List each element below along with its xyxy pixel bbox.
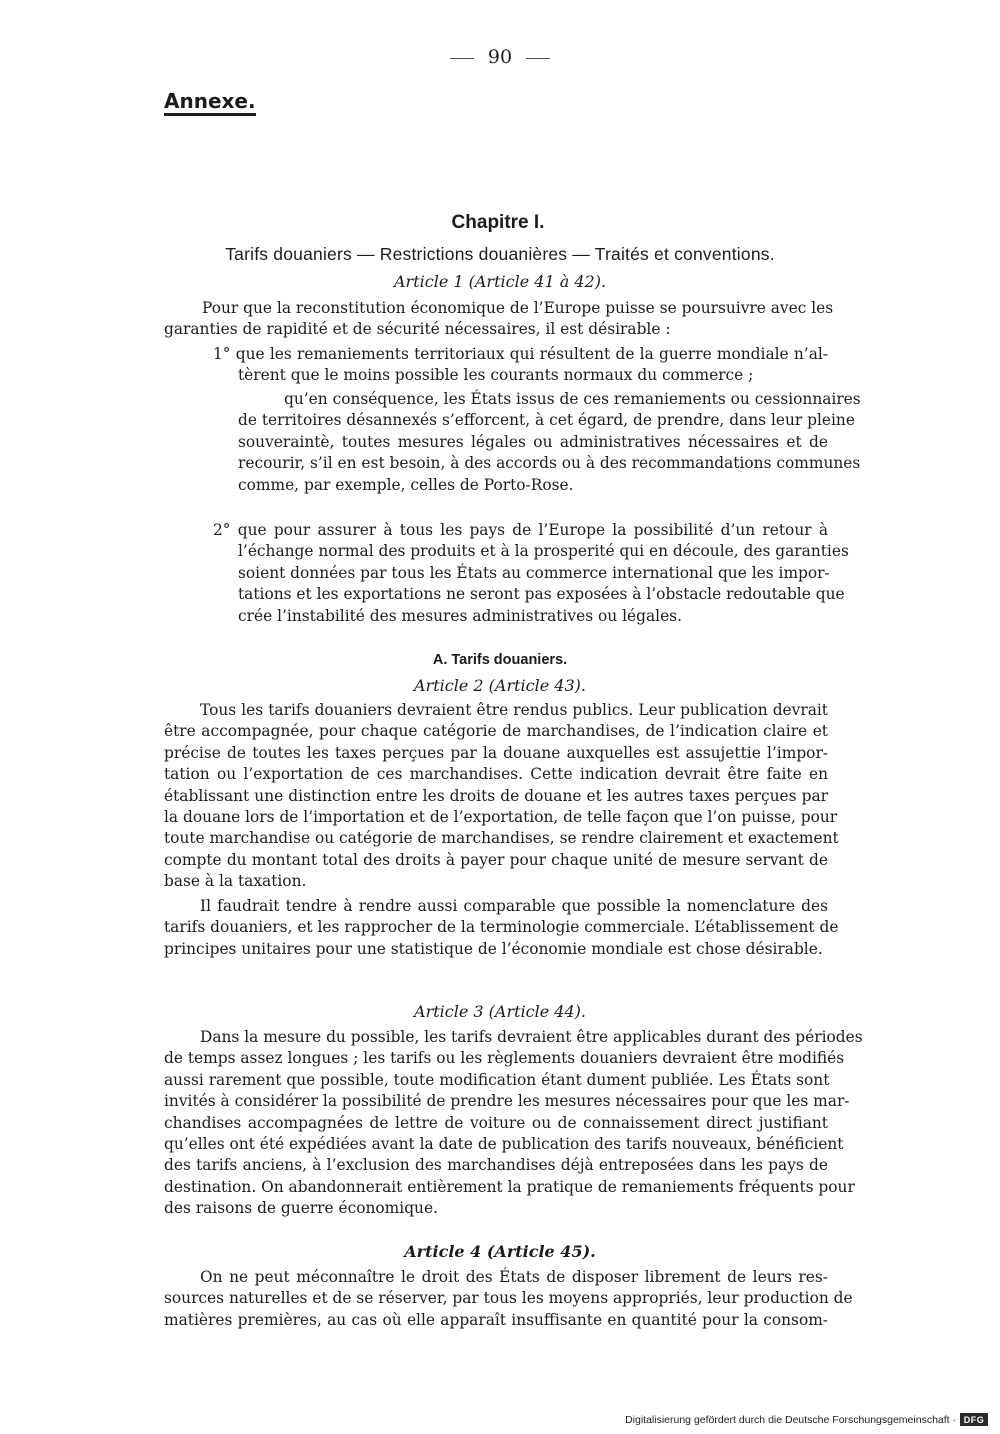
text-line: établissant une distinction entre les droits de douane et les autres taxes perçues par [164,786,828,805]
article-4-paragraph [164,1267,853,1331]
dfg-logo-icon: DFG [960,1413,988,1426]
article-1-title: Article 1 (Article 41 à 42). [393,272,607,291]
chapter-title: Chapitre I. [451,212,545,233]
dash-right [526,58,550,59]
text-line: qu’en conséquence, les États issus de ces remaniements ou cessionnaires [284,390,861,408]
text-line: Pour que la reconstitution économique de l’Europe puisse se poursuivre avec les [202,299,834,317]
text-line: l’échange normal des produits et à la prosperité qui en découle, des garanties [238,542,849,561]
page-number [0,46,1000,68]
text-line: toute marchandise ou catégorie de marchandises, se rendre clairement et exactement [164,829,839,848]
text-line: de temps assez longues ; les tarifs ou les règlements douaniers devraient être modifiés [164,1049,845,1068]
chapter-subtitle: Tarifs douaniers — Restrictions douanières — Traités et conventions. [225,244,775,264]
article-1-point-1-continued [238,389,861,496]
article-1-point-1 [213,344,828,387]
text-line: Dans la mesure du possible, les tarifs devraient être applicables durant des périodes [200,1028,863,1046]
text-line: de territoires désannexés s’efforcent, à cet égard, de prendre, dans leur pleine [238,411,855,430]
text-line: tarifs douaniers, et les rapprocher de la terminologie commerciale. L’établissement de [164,918,839,937]
text-line: être accompagnée, pour chaque catégorie de marchandises, de l’indication claire et [164,722,828,741]
text-line: principes unitaires pour une statistique de l’économie mondiale est chose désirable. [164,939,823,958]
page-number-text: 90 [487,46,513,68]
text-line: compte du montant total des droits à payer pour chaque unité de mesure servant de [164,850,828,869]
footer-text: Digitalisierung gefördert durch die Deutsche Forschungsgemeinschaft · [625,1413,956,1426]
article-2-paragraph-1 [164,700,839,893]
text-line: base à la taxation. [164,872,307,891]
text-line: tation ou l’exportation de ces marchandises. Cette indication devrait être faite en [164,765,828,784]
annexe-heading: Annexe. [164,90,256,116]
text-line: précise de toutes les taxes perçues par la douane auxquelles est assujettie l’impor- [164,743,828,762]
dash-left [450,58,474,59]
text-line: sources naturelles et de se réserver, par tous les moyens appropriés, leur production de [164,1289,853,1308]
text-line: On ne peut méconnaître le droit des États de disposer librement de leurs res- [200,1268,828,1286]
article-3-paragraph [164,1027,863,1220]
digitization-credit [625,1413,988,1426]
text-line: des raisons de guerre économique. [164,1199,438,1218]
text-line: la douane lors de l’importation et de l’exportation, de telle façon que l’on puisse, pour [164,808,838,827]
text-line: soient données par tous les États au commerce international que les impor- [238,563,830,582]
article-2-paragraph-2 [164,896,839,960]
text-line: qu’elles ont été expédiées avant la date de publication des tarifs nouveaux, bénéficient [164,1135,844,1154]
article-4-title: Article 4 (Article 45). [404,1242,596,1261]
article-2-title: Article 2 (Article 43). [414,676,586,695]
article-1-intro [164,298,834,341]
text-line: garanties de rapidité et de sécurité nécessaires, il est désirable : [164,320,671,339]
text-line: invités à considérer la possibilité de prendre les mesures nécessaires pour que les mar- [164,1092,850,1111]
text-line: des tarifs anciens, à l’exclusion des marchandises déjà entreposées dans les pays de [164,1156,828,1175]
text-line: 1° que les remaniements territoriaux qui résultent de la guerre mondiale n’al- [213,345,828,363]
text-line: chandises accompagnées de lettre de voiture ou de connaissement direct justifiant [164,1113,828,1132]
section-a-title: A. Tarifs douaniers. [432,652,568,668]
text-line: recourir, s’il en est besoin, à des accords ou à des recommandations communes [238,454,861,473]
text-line: comme, par exemple, celles de Porto-Rose. [238,475,574,494]
text-line: 2° que pour assurer à tous les pays de l’Europe la possibilité d’un retour à [213,521,828,539]
article-1-point-2 [213,520,849,627]
text-line: souveraintè, toutes mesures légales ou administratives nécessaires et de [238,432,828,451]
text-line: Tous les tarifs douaniers devraient être rendus publics. Leur publication devrait [200,701,828,719]
text-line: destination. On abandonnerait entièrement la pratique de remaniements fréquents pour [164,1177,855,1196]
text-line: tations et les exportations ne seront pas exposées à l’obstacle redoutable que [238,585,845,604]
text-line: matières premières, au cas où elle apparaît insuffisante en quantité pour la consom- [164,1310,828,1329]
article-3-title: Article 3 (Article 44). [414,1002,586,1021]
text-line: tèrent que le moins possible les courants normaux du commerce ; [238,366,754,385]
text-line: Il faudrait tendre à rendre aussi comparable que possible la nomenclature des [200,897,828,915]
text-line: aussi rarement que possible, toute modification étant dument publiée. Les États sont [164,1070,830,1089]
text-line: crée l’instabilité des mesures administratives ou légales. [238,606,682,625]
